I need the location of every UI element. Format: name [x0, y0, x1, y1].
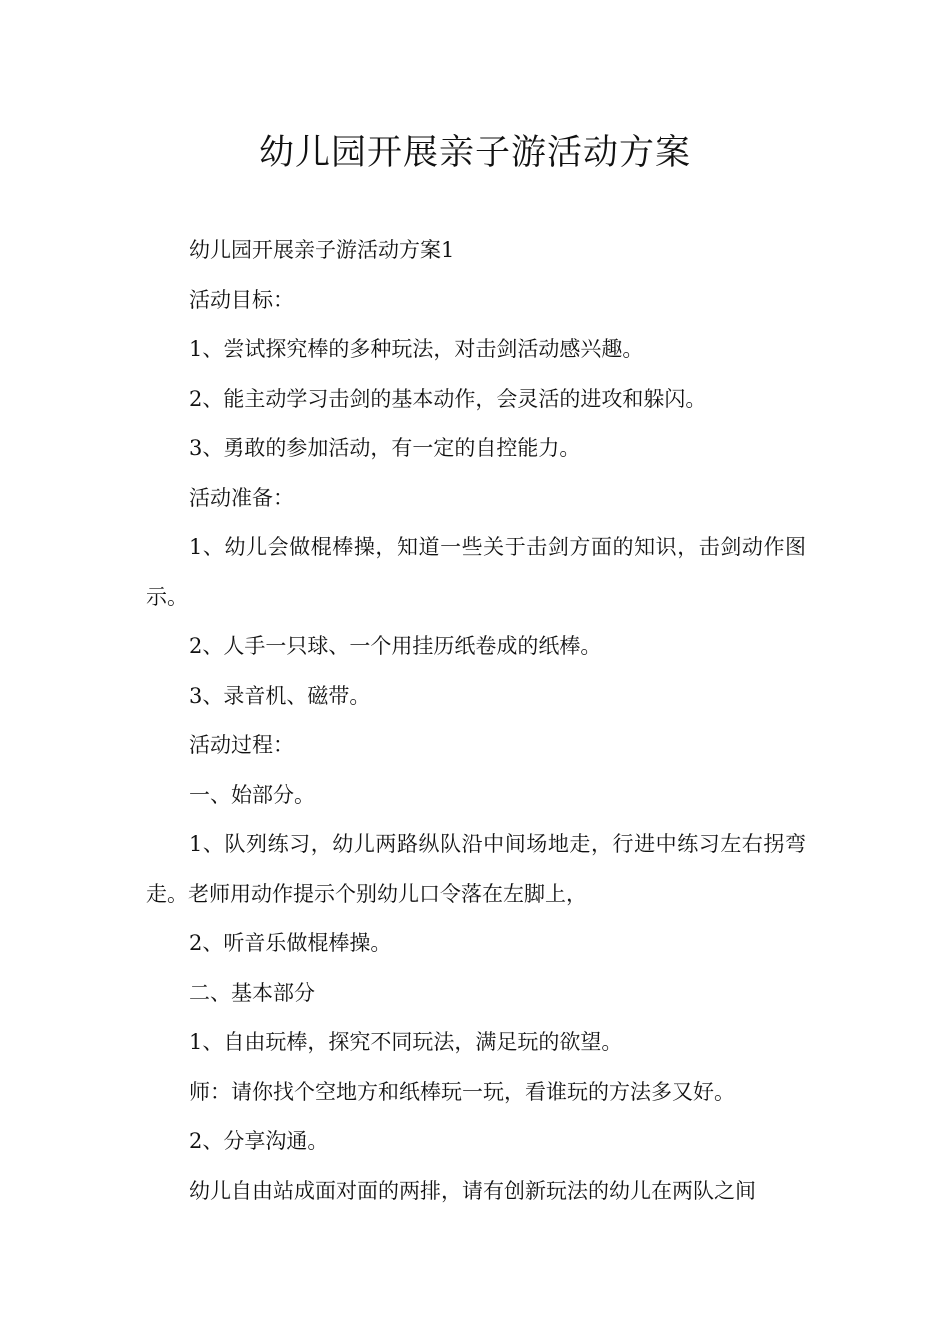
- paragraph-prep-label: 活动准备：: [189, 485, 294, 510]
- paragraph-goal-3: 3、勇敢的参加活动，有一定的自控能力。: [189, 436, 581, 460]
- paragraph-step-1-2: 2、听音乐做棍棒操。: [189, 931, 392, 955]
- document-body: [146, 226, 806, 1216]
- paragraph-goals-label: 活动目标：: [189, 287, 294, 312]
- paragraph-arrangement: 幼儿自由站成面对面的两排，请有创新玩法的幼儿在两队之间: [189, 1178, 756, 1203]
- paragraph-step-2-1: 1、自由玩棒，探究不同玩法，满足玩的欲望。: [189, 1030, 623, 1054]
- paragraph-goal-2: 2、能主动学习击剑的基本动作，会灵活的进攻和躲闪。: [189, 386, 707, 411]
- paragraph-prep-3: 3、录音机、磁带。: [189, 683, 371, 708]
- paragraph-prep-2: 2、人手一只球、一个用挂历纸卷成的纸棒。: [189, 634, 602, 658]
- paragraph-section-1: 一、始部分。: [189, 782, 315, 807]
- paragraph-prep-1: 1、幼儿会做棍棒操，知道一些关于击剑方面的知识，击剑动作图示。: [146, 535, 806, 609]
- paragraph-step-1-1: 1、队列练习，幼儿两路纵队沿中间场地走，行进中练习左右拐弯走。老师用动作提示个别幼儿口令落在左脚上，: [146, 832, 806, 906]
- paragraph-step-2-2: 2、分享沟通。: [189, 1129, 329, 1153]
- paragraph-section-2: 二、基本部分: [189, 980, 315, 1005]
- paragraph-process-label: 活动过程：: [189, 733, 294, 757]
- paragraph-goal-1: 1、尝试探究棒的多种玩法，对击剑活动感兴趣。: [189, 337, 644, 361]
- paragraph-heading: 幼儿园开展亲子游活动方案1: [189, 238, 455, 262]
- paragraph-teacher-line: 师：请你找个空地方和纸棒玩一玩，看谁玩的方法多又好。: [189, 1079, 735, 1104]
- document-title: 幼儿园开展亲子游活动方案: [258, 133, 691, 173]
